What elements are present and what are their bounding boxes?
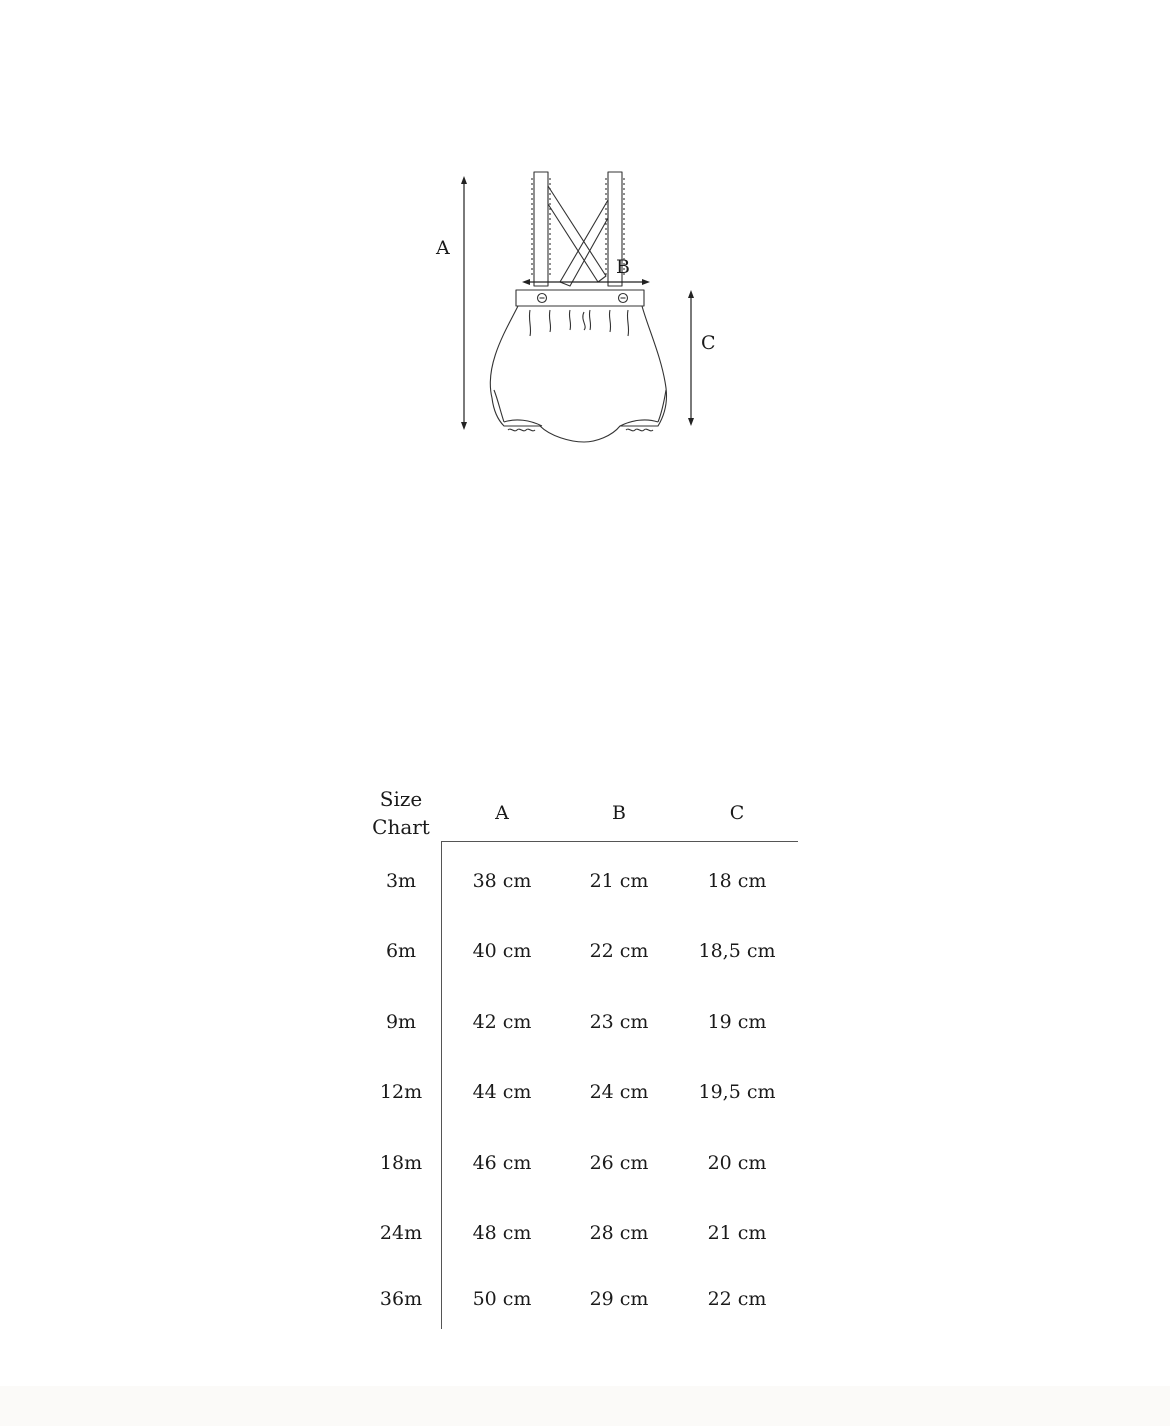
measure-a-cell: 42 cm: [472, 1011, 532, 1033]
measure-c-cell: 18 cm: [707, 870, 767, 892]
measure-b-cell: 29 cm: [589, 1288, 649, 1310]
measure-c-cell: 20 cm: [707, 1152, 767, 1174]
size-cell: 36m: [379, 1288, 423, 1310]
size-cell: 6m: [385, 940, 417, 962]
column-header-c: C: [729, 802, 745, 824]
size-cell: 9m: [385, 1011, 417, 1033]
measure-a-cell: 44 cm: [472, 1081, 532, 1103]
dimension-b-label: B: [616, 256, 630, 278]
measure-a-cell: 50 cm: [472, 1288, 532, 1310]
measure-c-cell: 22 cm: [707, 1288, 767, 1310]
measure-b-cell: 23 cm: [589, 1011, 649, 1033]
measure-b-cell: 28 cm: [589, 1222, 649, 1244]
size-chart-heading: [360, 785, 442, 841]
size-heading-line1: Size: [379, 787, 423, 811]
table-row: [360, 1077, 800, 1107]
size-chart-table: [360, 785, 800, 1330]
table-row: [360, 1148, 800, 1178]
measure-c-cell: 21 cm: [707, 1222, 767, 1244]
header-divider: [441, 841, 798, 842]
size-cell: 12m: [379, 1081, 423, 1103]
measure-a-cell: 48 cm: [472, 1222, 532, 1244]
measure-a-cell: 38 cm: [472, 870, 532, 892]
measure-c-cell: 19,5 cm: [698, 1081, 776, 1103]
table-row: [360, 1284, 800, 1314]
measure-c-cell: 18,5 cm: [698, 940, 776, 962]
column-header-b: B: [612, 802, 626, 824]
table-row: [360, 936, 800, 966]
size-cell: 24m: [379, 1222, 423, 1244]
measure-a-cell: 46 cm: [472, 1152, 532, 1174]
column-header-a: A: [495, 802, 509, 824]
size-cell: 18m: [379, 1152, 423, 1174]
measure-b-cell: 26 cm: [589, 1152, 649, 1174]
table-row: [360, 866, 800, 896]
measure-b-cell: 24 cm: [589, 1081, 649, 1103]
measure-b-cell: 22 cm: [589, 940, 649, 962]
size-heading-line2: Chart: [372, 815, 430, 839]
garment-diagram: [420, 160, 740, 450]
table-row: [360, 1218, 800, 1248]
table-row: [360, 1007, 800, 1037]
measure-b-cell: 21 cm: [589, 870, 649, 892]
size-cell: 3m: [385, 870, 417, 892]
romper-drawing-icon: [420, 160, 740, 450]
footer-band: [0, 1386, 1170, 1426]
measure-c-cell: 19 cm: [707, 1011, 767, 1033]
dimension-a-label: A: [436, 237, 450, 259]
measure-a-cell: 40 cm: [472, 940, 532, 962]
dimension-c-label: C: [701, 332, 716, 354]
